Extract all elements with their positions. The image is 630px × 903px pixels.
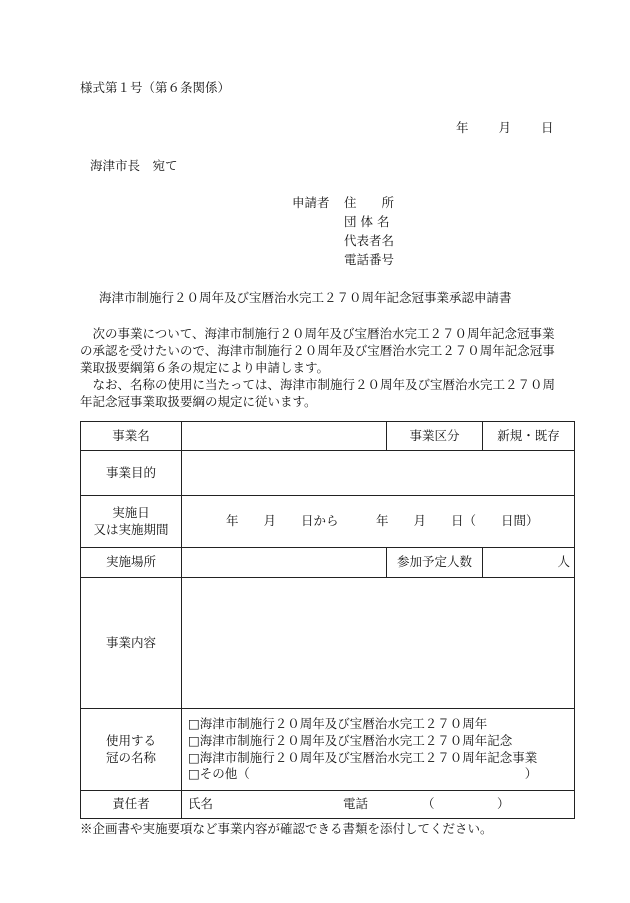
applicant-block: [292, 195, 394, 271]
applicant-field-address: 住 所: [344, 195, 395, 210]
purpose-field[interactable]: [182, 451, 575, 496]
crown-option-3[interactable]: □海津市制施行２０周年及び宝暦治水完工２７０周年記念事業: [188, 749, 538, 765]
crown-label-line1: 使用する: [105, 732, 156, 748]
event-name-label: 事業名: [81, 422, 182, 451]
body-text: [80, 326, 566, 410]
applicant-field-phone: 電話番号: [344, 252, 395, 267]
body-paragraph-2: なお、名称の使用に当たっては、海津市制施行２０周年及び宝暦治水完工２７０周年記念冠事業取扱要綱の規定に従います。: [80, 376, 556, 409]
purpose-label: 事業目的: [81, 451, 182, 496]
period-label-line2: 又は実施期間: [93, 521, 169, 537]
venue-field[interactable]: [182, 548, 387, 578]
application-table: [80, 421, 575, 819]
phone-parens: （ ）: [422, 796, 510, 812]
crown-label: [81, 709, 182, 791]
venue-label: 実施場所: [81, 548, 182, 578]
date-month: 月: [498, 120, 512, 135]
applicant-field-representative: 代表者名: [344, 233, 395, 248]
date-line: [456, 120, 554, 137]
category-label: 事業区分: [387, 422, 483, 451]
crown-option-1[interactable]: □海津市制施行２０周年及び宝暦治水完工２７０周年: [188, 715, 488, 731]
applicant-field-group: 団 体 名: [344, 214, 390, 229]
period-label: [81, 496, 182, 548]
body-paragraph-1: 次の事業について、海津市制施行２０周年及び宝暦治水完工２７０周年記念冠事業の承認を受けたいので、海津市制施行２０周年及び宝暦治水完工２７０周年記念冠事業取扱要綱第６条の規定により申請します。: [80, 326, 555, 375]
responsible-label: 責任者: [81, 791, 182, 819]
attendees-label: 参加予定人数: [387, 548, 483, 578]
crown-option-other[interactable]: □その他（ ）: [188, 766, 538, 782]
responsible-field[interactable]: [182, 791, 575, 819]
attendees-unit[interactable]: 人: [483, 548, 575, 578]
addressee: 海津市長 宛て: [90, 158, 178, 173]
event-name-field[interactable]: [182, 422, 387, 451]
footnote: ※企画書や実施要項など事業内容が確認できる書類を添付してください。: [80, 821, 493, 836]
period-label-line1: 実施日: [112, 504, 150, 520]
content-label: 事業内容: [81, 578, 182, 709]
content-field[interactable]: [182, 578, 575, 709]
phone-label: 電話: [343, 796, 369, 812]
period-field[interactable]: 年 月 日から 年 月 日（ 日間）: [182, 496, 575, 548]
document-title: 海津市制施行２０周年及び宝暦治水完工２７０周年記念冠事業承認申請書: [99, 290, 512, 305]
applicant-label: 申請者: [292, 195, 330, 210]
crown-options: [182, 709, 575, 791]
date-day: 日: [541, 120, 554, 135]
crown-label-line2: 冠の名称: [105, 749, 156, 765]
form-number: 様式第１号（第６条関係）: [80, 80, 231, 95]
category-value[interactable]: 新規・既存: [483, 422, 575, 451]
crown-option-2[interactable]: □海津市制施行２０周年及び宝暦治水完工２７０周年記念: [188, 732, 513, 748]
name-label: 氏名: [188, 796, 214, 812]
date-year: 年: [456, 120, 469, 135]
